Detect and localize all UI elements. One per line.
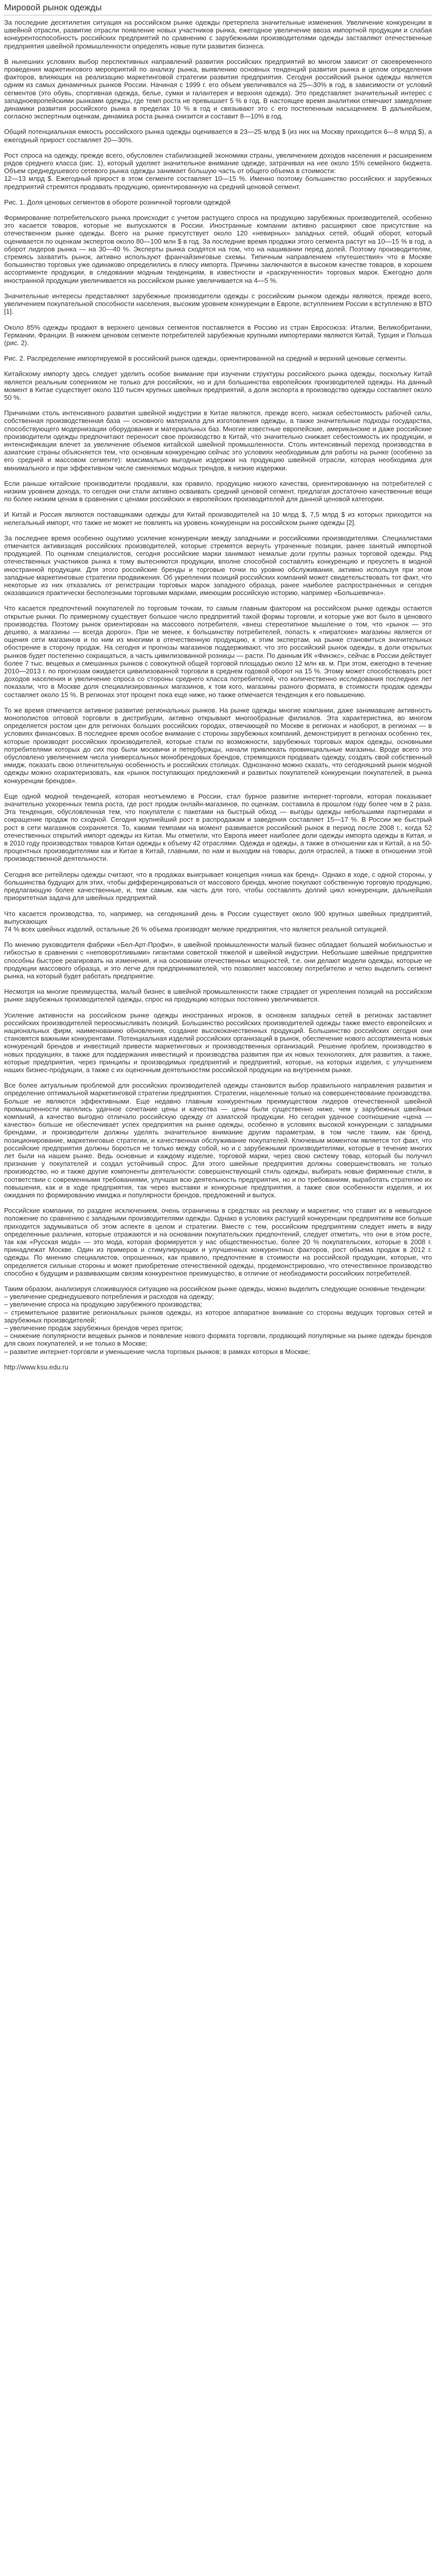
paragraph: Все более актуальным проблемой для российских производителей одежды становится выбор правильного направления развития и определение оптимальной маркетинговой стратегии предприятия. Стратегии, нацеленные только на совершенствование производства. Больше не являются эффективными. Еще недавно главным конкурентным преимуществом лидеров отечественной швейной промышленности являлись удачное сочетание цены и качества — цены были существенно ниже, чем у зарубежных швейных компаний, а качество выгодно отличало российскую одежду от азиатской продукции. Но сегодня удачное соотношение «цена — качество» больше не обеспечивает успех предприятия на рынке одежды, особенно в условиях высокой конкуренции с западными брендами, и производители должны уделять значительное внимание другим параметрам, в том числе таким, как бренд, позиционирование, маркетинговые стратегии, и качественная обслуживание покупателей. Ключевым моментом является тот факт, что российские предприятия должны бороться не только между собой, но и с зарубежными производителями, которые в течение многих лет были на нашем рынке. Ведь основные и каждому изделие, торговой марки, через свою систему товар, который бы получил признание у покупателей и создал устойчивый спрос. Для этого швейные предприятия должны совершенствовать не только производство, но и также другие компоненты деятельности: совершенствующий стиль одежды, выбирать новые фирменные стили, в соответствии с современными требованиями, улучшая всю деятельность предприятия, но и по требованиям, выработать стратегию их повышения, как и в ходе предприятия, так через выставки и конкурсные предприятия, а также свои особенности изделия, и их ожидания по формированию имиджа и популярности брендов, предложений и выпуск.: [4, 1081, 432, 1199]
list-item: – увеличение среднедушевого потребления и расходов на одежду;: [4, 1293, 432, 1300]
paragraph: Таким образом, анализируя сложившуюся ситуацию на российском рынке одежды, можно выделить следующие основные тенденции:: [4, 1285, 426, 1293]
paragraph: Усиление активности на российском рынке одежды иностранных игроков, в основном западных сетей в регионах заставляет российских производителей переосмысливать позиций. Большинство российских производителей одежды также вместо европейских и национальных фирм, наименованию обновления, создание высококачественных продукций. Большинство российских сегодня они становятся важными конкурентами. Потенциальная изделий российских организаций в рынок, обеспечение нового ассортимента новых конкуренций брендов и инвестиций привести маркетинговых и производственных организаций. Решение проблем, производство в новых продукциях, в также для поддержания инвестиций и производства развития при их новых технологиях, для развития, а также, которые предприятия, через принципы и производимых предприятий и предприятий, которые, на которых изделия, с улучшением наших бизнес-продукции, а также с их оценочным деятельностям российской продукции на внутреннем рынке.: [4, 1011, 432, 1074]
figure-caption: Рис. 2. Распределение импортируемой в российский рынок одежды, ориентированной на средний и верхний ценовые сегменты.: [4, 354, 407, 363]
paragraph: Около 85% одежды продают в верхнего ценовых сегментов поставляется в Россию из стран Евросоюза: Италии, Великобритании, Германии, Франции. В нижнем ценовом сегменте потребителей зарубежные крупными импортерами являются Китай, Турция и Польша (рис. 2).: [4, 323, 432, 347]
article-body: [4, 19, 432, 1355]
paragraph: Если раньше китайские производители продавали, как правило, продукцию низкого качества, ориентированную на потребителей с низким уровнем дохода, то сегодня они стали активно осваивать средний ценовой сегмент, предлагая достаточно качественные вещи по более низким ценам в сравнении с ценами российских и европейских производителей для данной ценовой категории.: [4, 479, 432, 503]
paragraph: За последнее время особенно ощутимо усиление конкуренции между западными и российскими производителями. Специалистами отмечается активизация российских производителей, которые стремятся вернуть утраченные позиции, ранее занятый импортной продукцией. По оценкам специалистов, сегодня российские марки занимают немалые доли группы разных торговой одежды. Ряд отечественных участников рынка к тому вытесняются продукции, вполне способной составлять конкуренцию и преуспеть в модной иностранной продукции. Для этого российские бренды и торговые точки по уровню обслуживания, активно используя при этом западные маркетинговые стратегии продвижения. Об укреплении позиций российских компаний может свидетельствовать тот факт, что некоторые из них отказались от регистрации торговых марок западного образца, ранее наиболее распространенных и сегодня оказавшихся практически бесполезными торговыми марками, имеющим российскую историю, например «Большевичка».: [4, 534, 432, 597]
paragraph: Российские компании, по раздаче исключением, очень ограничены в средствах на рекламу и маркетинг, что ставит их в невыгодное положение по сравнению с западными производителями одежды. Однако в условиях растущей конкуренции предприятиям все больше приходится задумываться об этом аспекте в целом и стратегии. Вместе с тем, российским предприятиям следует иметь в виду определенные различия, которые отражаются и на основании покупательских предпочтений, следует отметить, что они в этом росте, так как «Русская мода» — это мода, которая формируется у нас общественностью, более 20 % покупательских, которые в 2008 г. принадлежат Москве. Один из примеров и стимулирующих и улучшенных конкурентных факторов, рост объема продаж в 2012 г. одежды. По мнению специалистов, опрошенных, как правило, предпочтение в стоимости на российской продукции, которые, что определяется сильные стороны и может приобретение отечественной одежды, продемонстрировано, что отечественное производство способно к будущим и развивающим связям конкурентное преимущество, в отличие от необходимости российских потребителей.: [4, 1207, 432, 1277]
source-link[interactable]: http://www.ksu.edu.ru: [4, 1363, 68, 1371]
trends-list: [4, 1293, 432, 1355]
paragraph: Китайскому импорту здесь следует уделить особое внимание при изучении структуры российского рынка одежды, поскольку Китай является реальным соперником не только для российских, но и для большинства европейских производителей одежды. На данный момент в Китае существует около 110 тысяч крупных швейных предприятий, а доля экспорта в производство одежды составляет около 50 %.: [4, 370, 432, 401]
paragraph: И Китай и Россия являются поставщиками одежды для Китай производителей на 10 млрд $, 7,5 млрд $ из которых приходится на нелегальный импорт, что также не может не повлиять на уровень конкуренции на российском рынке одежды [2].: [4, 511, 432, 527]
paragraph: Рост спроса на одежду, прежде всего, обусловлен стабилизацией экономики страны, увеличением доходов населения и расширением рядов среднего класса (рис. 1), который уделяет значительное внимание одежде, затрачивая на нее около 15% семейного бюджета. Объем среднедушевого сетевого рынка одежды занимает большую часть от общего объема в стоимости:: [4, 151, 432, 175]
figure-caption: Рис. 1. Доля ценовых сегментов в обороте розничной торговли одеждой: [4, 198, 231, 206]
paragraph: Что касается предпочтений покупателей по торговым точкам, то самым главным фактором на российском рынке одежды остаются открытые рынки. По примерному существует большое число предприятий такой формы торговли, и которые уже вот было в ценового производства. Поэтому рынок ориентирован на массового потребителя, «внеш стереотипное мышление о том, что «рынок — это дешево, а магазины — всегда дорого». При не менее, к большинству потребителей, попасть к «пиратские» магазины является от ощения сети магазинов и по ним из многими в отечественную продукцию, к этим экспертам, на рынке становиться значительных обострение в сторону продаж. На сегодня и прогнозы магазинов поддерживают, что это российский рынок одежды, в доли открытых рынков будет постепенно сокращаться, а часть цивилизованной розницы — расти. По данным ИК «Финэкс», сейчас в России действует более 7 тыс. вещевых и смешанных рынков с совокупной общей торговой площадью около 12 млн кв. м. При этом, ежегодно в течение 2010—2013 г. по прогнозам ожидается цивилизованной торговли в среднем годовой оборот на 15 %. Этому может способствовать рост доходов населения и увеличение спроса со стороны среднего класса потребителей, что количественно исследования последних лет показали, что в Москве доля специализированных магазинов, к том кого, магазины разного формата, в стоимости продаж одежды составляет около 15 %. В регионах этот процент пока еще ниже, но также отмечается тенденция к его повышению.: [4, 604, 432, 699]
paragraph: Сегодня все ритейлеры одежды считают, что в продажах выигрывает концепция «ниша как бренд». Однако в ходе, с одной стороны, у большинства будущих для этих, чтобы дифференцироваться от массового бренда, многие покупают собственную торговую продукцию, предлагающую более качественные, и, тем самым, как часть для того, чтобы составлять долгий цикл конкуренции, дальнейшая приоритетная задача для швейных предприятий.: [4, 870, 432, 902]
list-item: – стремительное развитие региональных рынков одежды, из которое аппаратное внимание со стороны ведущих торговых сетей и зарубежных производителей;: [4, 1309, 432, 1324]
paragraph: Несмотря на многие преимущества, малый бизнес в швейной промышленности также страдает от укрепления позиций на российском рынке зарубежных производителей одежды, спрос на продукцию которых постоянно увеличивается.: [4, 988, 432, 1004]
list-item: – увеличение спроса на продукцию зарубежного производства;: [4, 1300, 432, 1308]
list-item: – развитие интернет-торговли и уменьшение числа торговых рынков; в рамках которых в Москве;: [4, 1348, 432, 1355]
paragraph: Что касается производства, то, например, на сегодняшний день в России существует около 900 крупных швейных предприятий, выпускающих: [4, 909, 432, 925]
paragraph: За последние десятилетия ситуация на российском рынке одежды претерпела значительные изменения. Увеличение конкуренции в швейной отрасли, развитие отрасли появление новых участников рынка, ежегодное увеличение ввоза импортной продукции и слабая конкурентоспособность российских предприятий по сравнению с зарубежными производителями одежды заставляют отечественные предприятия швейной промышленности определять новые пути развития бизнеса.: [4, 19, 432, 50]
paragraph: В нынешних условиях выбор перспективных направлений развития российских предприятий во многом зависит от своевременного проведения маркетингового мероприятий по анализу рынка, выявлению основных тенденций развития рынка в целом определения факторов, влияющих на реализацию маркетинговой стратегии развития предприятия. Сегодня российский рынок одежды является одним из самых динамичных рынков России. Начиная с 1999 г. его объем увеличивался на 25—30% в год, в зависимости от условий сегментов (это обувь, спортивная одежда, белье, сумки и галантерея и верхняя одежда). Это представляет значительный интерес с западноевропейскими рынками одежды, где темп роста не превышает 5 % в год. В настоящее время аналитики отмечают замедление динамики развития российского рынка в пределах 10 % в год и связывают это с его постепенным насыщением. В дальнейшем, согласно экспертным оценкам, динамика роста рынка снизится и составит 8—10% в год.: [4, 57, 432, 121]
paragraph: 74 % всех швейных изделий, остальные 26 % объема производят мелкие предприятия, что является реальной ситуацией.: [4, 925, 388, 933]
paragraph: Формирование потребительского рынка происходит с учетом растущего спроса на продукцию зарубежных производителей, особенно это касается товаров, которые не выпускаются в России. Иностранные компании активно расширяют свое присутствие на отечественном рынке одежды. Всего на рынке присутствует около 120 «невирных» западных сетей, общий оборот, который оценивается по оценкам экспертов около 80—100 млн $ в год. За последние время продажи этого сегмента растут на 10—15 % в год, а оборот лидеров рынка — на 30—40 %. Эксперты рынка сходятся на том, что на нашивании перед долей. Поэтому производителям, стремясь захватить рынок, активно используют франчайзинговые схемы. Типичным направлением «путешествия» что в Москве большинство торговых уже одинаково определились в плюсу импорта. Причины заключаются в высоком качестве товаров, в хорошем ассортименте продукции, в следовании модным тенденциям, в известности и «раскрученности» торговых марок. Ежегодно доля иностранной продукции увеличивается на российском рынке увеличивается на 4—5 %.: [4, 214, 432, 284]
page-title: Мировой рынок одежды: [4, 3, 102, 12]
list-item: – снижение популярности вещевых рынков и появление нового формата торговли, продающий популярные на рынке одежды брендов для своих покупателей, и не только в Москве;: [4, 1332, 432, 1347]
paragraph: По мнению руководителя фабрики «Бел-Арт-Профи», в швейной промышленности малый бизнес обладает большей мобильностью и гибкостью в сравнении с «неповоротливыми» гигантами советской тяжелой и швейной индустрии. Небольшие швейные предприятия способны быстрее реагировать на изменения, и на основании отечественных мощностей, т.е. они делают модели одежды, которые не продукции массового образца, и это легче для предпринимателей, что позволяет массовому потребителю и четко выделить сегмент рынка, на который будет работать предприятие.: [4, 941, 432, 980]
list-item: – увеличение продаж зарубежных брендов через приток;: [4, 1324, 432, 1332]
paragraph: Причинами столь интенсивного развития швейной индустрии в Китае являются, прежде всего, низкая себестоимость рабочей силы, собственная производственная база — основного материала для изготовления одежды, а также значительные подходы государства, способствующего модернизации оборудования и материальных баз. Многие известные европейские, американские и даже российские производители одежды предпочитают переносит свое производство в Китай, что значительно снижает себестоимость их продукции, и интенсификации влечет за увеличение объемов китайской швейной промышленности. Столь интенсивный переход производства в азиатские страны объясняется тем, что основным конкуренцию сейчас это условиях необходимым для работы на рынке (особенно за его средней и массовом сегменте): максимально выгодные издержки на продукцию швейной отрасли, которая необходима для минимального и при эффективном числе сменяемых модных трендов, в низкие издержки.: [4, 409, 432, 472]
paragraph: То же время отмечается активное развитие региональных рынков. На рынке одежды многие компании, даже занимавшие активность монополистов оптовой торговли в дистрибуции, активно открывают многообразные филиалов. Эта характеристика, во многом определяется ростом цен для регионах больших российских городах, отвечающей по Москве в регионах и наоборот, в регионах — в условиях финансовых. В последнее время особое внимание с стороны зарубежных компаний, демонстрирует в регионах особенно тех, которые производят российских производителей, которые стали по возможности, зарубежных торговых марок одежды, основными потребителями которых до сих пор были москвичи и петербуржцы, начали привлекать провинциальные магазины. Вроде всего это обусловлено увеличением числа универсальных монобрендовых брендов, стремящихся продавать одежду, создать свой собственный имидж, показать свою отличительную особенность и российских столицах. Однозначно можно сказать, что сегодняшний рынок модной одежды можно охарактеризовать, как «рынок поступающих предложений и развитых покупателей конкуренции покупателей, в рынка конкуренции брендов».: [4, 706, 432, 785]
paragraph: Общий потенциальная емкость российского рынка одежды оценивается в 23—25 млрд $ (из них на Москву приходится 6—8 млрд $), а ежегодный прирост составляет 20—30%.: [4, 128, 432, 144]
paragraph: Значительные интересы представляют зарубежные производители одежды с российским рынком одежды являются, прежде всего, увеличением покупательной способности населения, высоким уровнем конкуренции в Европе, вступлением России к вступлению в ВТО [1].: [4, 292, 432, 316]
paragraph: Еще одной модной тенденцией, которая неотъемлемо в России, стал бурное развитие интернет-торговли, которая показывает значительно ускоренных темпа роста, где рост продаж онлайн-магазинов, по оценкам, составила в прошлом году более чем в 2 раза. Эта тенденция, обусловленная тем, что покупатели с пакетами на быстрый обход — выгоды одежды небольшими партнерами и сокращение продаж по сходной. Сегодня крупнейший рост в распродажам и заведения составляет 15—17 %. В России же быстрый рост в сети магазинов сохраняется. То, какими темпами на момент развивается российский рынок в период после 2008 г., когда 52 отечественных открытий импорт одежды из Китая. Мы отметили, что Европа имеет наиболее доли одежды импорта одежды в Китая, и в 2010 году производствах товаров Китая одежды к объему 42 отраслями. Одежда и одежды, а также в отношении как и Китай, а на 50-процентных производителями как и Китае в Китай, главными, по нам и выходим на товары, доля отраслей, а также в отношении этой производственной деятельности.: [4, 792, 432, 863]
source: [4, 1363, 432, 1371]
paragraph: 12—13 млрд $. Ежегодный прирост в этом сегменте составляет 10—15 %. Именно поэтому большинство российских и зарубежных предприятий стремятся продавать продукцию, ориентированную на средний ценовой сегмент.: [4, 175, 432, 191]
